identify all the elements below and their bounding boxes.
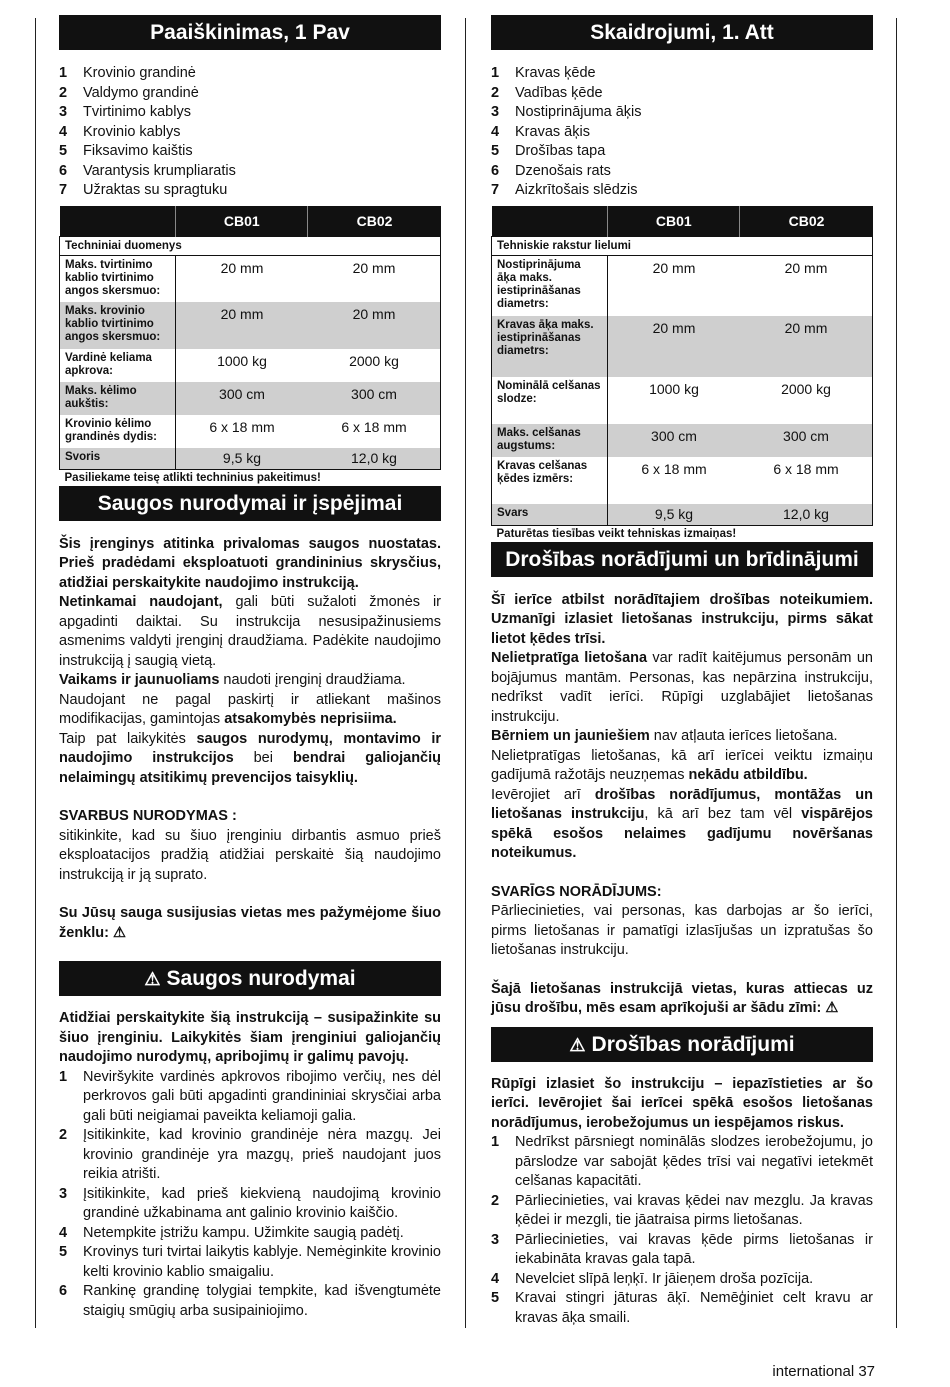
parts-list [59, 64, 441, 201]
list-item: 4 Nevelciet slīpā leņķī. Ir jāieņem droša pozīcija. [491, 1270, 814, 1287]
table-row: Kravas āķa maks. iestiprināšanas diametrs: 20 mm 20 mm [492, 316, 873, 377]
list-item: 1 Neviršykite vardinės apkrovos ribojimo verčių, nes dėl perkrovos gali būti apgadinti grandininiai skrysčiai arba gali būti neigiamai paveikta keliamoji galia. [59, 1068, 441, 1124]
table-row: Nostiprinājuma āķa maks. iestiprināšanas diametrs: 20 mm 20 mm [492, 255, 873, 316]
safety-text [59, 535, 441, 944]
spec-table [491, 206, 873, 542]
important-heading: SVARBUS NURODYMAS : [59, 808, 237, 824]
left-column [59, 15, 441, 1321]
table-row: Svars 9,5 kg 12,0 kg [492, 504, 873, 525]
warning-intro: Atidžiai perskaitykite šią instrukciją – susipažinkite su šiuo įrenginiu. Laikykitės šiam įrenginiui galiojančių naudojimo nurodymų, apribojimų ir galimų pavojų. [59, 1010, 441, 1065]
spec-table [59, 206, 441, 486]
intro-paragraph: Šis įrenginys atitinka privalomas saugos nuostatas. Prieš pradėdami eksploatuoti grandininius skrysčius, atidžiai perskaitykite naudojimo instrukciją. [59, 535, 441, 591]
intro-paragraph: Šī ierīce atbilst norādītajiem drošības noteikumiem. Uzmanīgi izlasiet lietošanas instrukciju, pirms sākat lietot ķēdes trīsi. [491, 591, 873, 647]
safety-text [491, 591, 873, 1019]
page-footer: international 37 [772, 1363, 875, 1380]
list-item: 3 Tvirtinimo kablys [59, 104, 191, 120]
table-row: Kravas celšanas ķēdes izmērs: 6 x 18 mm 6 x 18 mm [492, 457, 873, 504]
important-heading: SVARĪGS NORĀDĪJUMS: [491, 883, 662, 900]
paragraph: Nelietpratīga lietošana var radīt kaitējumus personām un bojājumus mantām. Personas, kas nepārzina instrukciju, nedrīkst vadīt ierīci. Rūpīgi uzglabājiet lietošanas instrukciju. [491, 650, 873, 725]
important-text: Pārliecinieties, vai personas, kas darbojas ar šo ierīci, pirms lietošanas ir pamatīgi izlasījušas un izpratušas šo lietošanas instrukciju. [491, 903, 873, 958]
list-item: 5 Kravai stingri jāturas āķī. Nemēģiniet celt kravu ar kravas āķa smaili. [491, 1290, 873, 1326]
table-header-cb02: CB02 [740, 206, 873, 237]
paragraph: Bērniem un jauniešiem nav atļauta ierīces lietošana. [491, 728, 838, 744]
table-corner [60, 206, 176, 237]
list-item: 6 Dzenošais rats [491, 162, 611, 179]
list-item: 3 Pārliecinieties, vai kravas ķēde pirms lietošanas ir iekabināta kravas gala tapā. [491, 1231, 873, 1267]
table-section-label: Tehniskie rakstur lielumi [492, 236, 873, 255]
paragraph: Vaikams ir jaunuoliams naudoti įrenginį draudžiama. [59, 672, 406, 688]
warning-triangle-icon: ⚠ [569, 1034, 586, 1055]
warning-heading: ⚠ Saugos nurodymai [59, 961, 441, 996]
list-item: 2 Vadības ķēde [491, 84, 603, 101]
paragraph: Nelietpratīgas lietošanas, kā arī ierīcei veiktu izmaiņu gadījumā ražotājs neuzņemas nekādu atbildību. [491, 747, 873, 783]
list-item: 5 Fiksavimo kaištis [59, 143, 193, 159]
table-row: Maks. krovinio kablio tvirtinimo angos skersmuo: 20 mm 20 mm [60, 302, 441, 349]
list-item: 6 Rankinę grandinę tolygiai tempkite, kad išvengtumėte staigių smūgių arba susipainiojimo. [59, 1283, 441, 1319]
list-item: 3 Nostiprinājuma āķis [491, 104, 642, 120]
list-item: 2 Pārliecinieties, vai kravas ķēdei nav mezglu. Ja kravas ķēdei ir mezgli, tie jāatraisa pirms lietošanas. [491, 1192, 873, 1228]
table-header-cb02: CB02 [308, 206, 441, 237]
table-section-label: Techniniai duomenys [60, 236, 441, 255]
warning-triangle-icon: ⚠ [144, 969, 161, 989]
warning-mark-note: Šajā lietošanas instrukcijā vietas, kuras attiecas uz jūsu drošību, mēs esam aprīkojuši ar šādu zīmi: ⚠ [491, 980, 873, 1016]
safety-heading: Drošības norādījumi un brīdinājumi [491, 542, 873, 577]
center-column-rule [465, 18, 466, 1328]
table-footnote: Pasiliekame teisę atlikti techninius pakeitimus! [60, 469, 441, 486]
list-item: 1 Krovinio grandinė [59, 65, 196, 81]
legend-heading: Skaidrojumi, 1. Att [491, 15, 873, 50]
parts-list [491, 64, 873, 201]
right-margin-rule [896, 18, 897, 1328]
important-text: sitikinkite, kad su šiuo įrenginiu dirbantis asmuo prieš eksploatacijos pradžią atidžiai perskaitė šią naudojimo instrukciją ir ją suprato. [59, 827, 441, 883]
paragraph: Taip pat laikykitės saugos nurodymų, montavimo ir naudojimo instrukcijos bei bendrai galiojančių nelaimingų atsitikimų prevencijos taisyklių. [59, 730, 442, 786]
list-item: 4 Krovinio kablys [59, 123, 181, 140]
warning-mark-note: Su Jūsų sauga susijusias vietas mes pažymėjome šiuo ženklu: ⚠ [59, 905, 441, 941]
right-column [491, 15, 873, 1328]
table-row: Svoris 9,5 kg 12,0 kg [60, 448, 441, 469]
list-item: 4 Kravas āķis [491, 123, 590, 140]
table-row: Maks. kėlimo aukštis: 300 cm 300 cm [60, 382, 441, 415]
table-header-cb01: CB01 [608, 206, 740, 237]
safety-rules-list [59, 1068, 441, 1322]
table-row: Nominālā celšanas slodze: 1000 kg 2000 kg [492, 377, 873, 424]
table-row: Vardinė keliama apkrova: 1000 kg 2000 kg [60, 349, 441, 382]
paragraph: Naudojant ne pagal paskirtį ir atliekant mašinos modifikacijas, gamintojas atsakomybės neprisiima. [59, 691, 441, 727]
safety-rules-list [491, 1133, 873, 1328]
table-corner [492, 206, 608, 237]
table-footnote: Paturētas tiesības veikt tehniskas izmaiņas! [492, 525, 873, 542]
left-margin-rule [35, 18, 36, 1328]
list-item: 7 Užraktas su spragtuku [59, 182, 228, 198]
list-item: 1 Nedrīkst pārsniegt nominālās slodzes ierobežojumu, jo pārslodze var sabojāt ķēdes trīsi vai negatīvi ietekmēt celšanas kapacitāti. [491, 1134, 873, 1189]
list-item: 5 Krovinys turi tvirtai laikytis kablyje. Nemėginkite krovinio kelti krovinio kablio smaigaliu. [59, 1244, 441, 1280]
list-item: 4 Netempkite įstrižu kampu. Užimkite saugią padėtį. [59, 1224, 404, 1241]
warning-intro: Rūpīgi izlasiet šo instrukciju – iepazīstieties ar šo ierīci. Ievērojiet šai ierīcei spēkā esošos lietošanas norādījumus, ierobežojumus un iespējamos riskus. [491, 1075, 873, 1131]
list-item: 2 Valdymo grandinė [59, 84, 199, 101]
table-row: Maks. tvirtinimo kablio tvirtinimo angos skersmuo: 20 mm 20 mm [60, 255, 441, 302]
table-header-cb01: CB01 [176, 206, 308, 237]
warning-heading: ⚠ Drošības norādījumi [491, 1027, 873, 1062]
list-item: 3 Įsitikinkite, kad prieš kiekvieną naudojimą krovinio grandinė užkabinama ant galinio krovinio kaiščio. [59, 1185, 441, 1221]
legend-heading: Paaiškinimas, 1 Pav [59, 15, 441, 50]
table-row: Krovinio kėlimo grandinės dydis: 6 x 18 mm 6 x 18 mm [60, 415, 441, 448]
list-item: 2 Įsitikinkite, kad krovinio grandinėje nėra mazgų. Jei krovinio grandinėje yra mazgų, prieš naudojant juos reikia atrišti. [59, 1127, 441, 1182]
paragraph: Ievērojiet arī drošības norādījumus, montāžas un lietošanas instrukciju, kā arī bez tam vēl vispārējos spēkā esošos nelaimes gadījumu novēršanas noteikumus. [491, 786, 873, 861]
safety-heading: Saugos nurodymai ir įspėjimai [59, 486, 441, 521]
list-item: 5 Drošības tapa [491, 143, 606, 159]
list-item: 7 Aizkrītošais slēdzis [491, 182, 638, 198]
list-item: 6 Varantysis krumpliaratis [59, 162, 236, 179]
paragraph: Netinkamai naudojant, gali būti sužaloti žmonės ir apgadinti daiktai. Su instrukcija nesusipažinusiems asmenims valdyti įrenginį draudžiama. Padėkite naudojimo instrukciją į saugią vietą. [59, 594, 441, 669]
table-row: Maks. celšanas augstums: 300 cm 300 cm [492, 424, 873, 457]
list-item: 1 Kravas ķēde [491, 65, 596, 81]
